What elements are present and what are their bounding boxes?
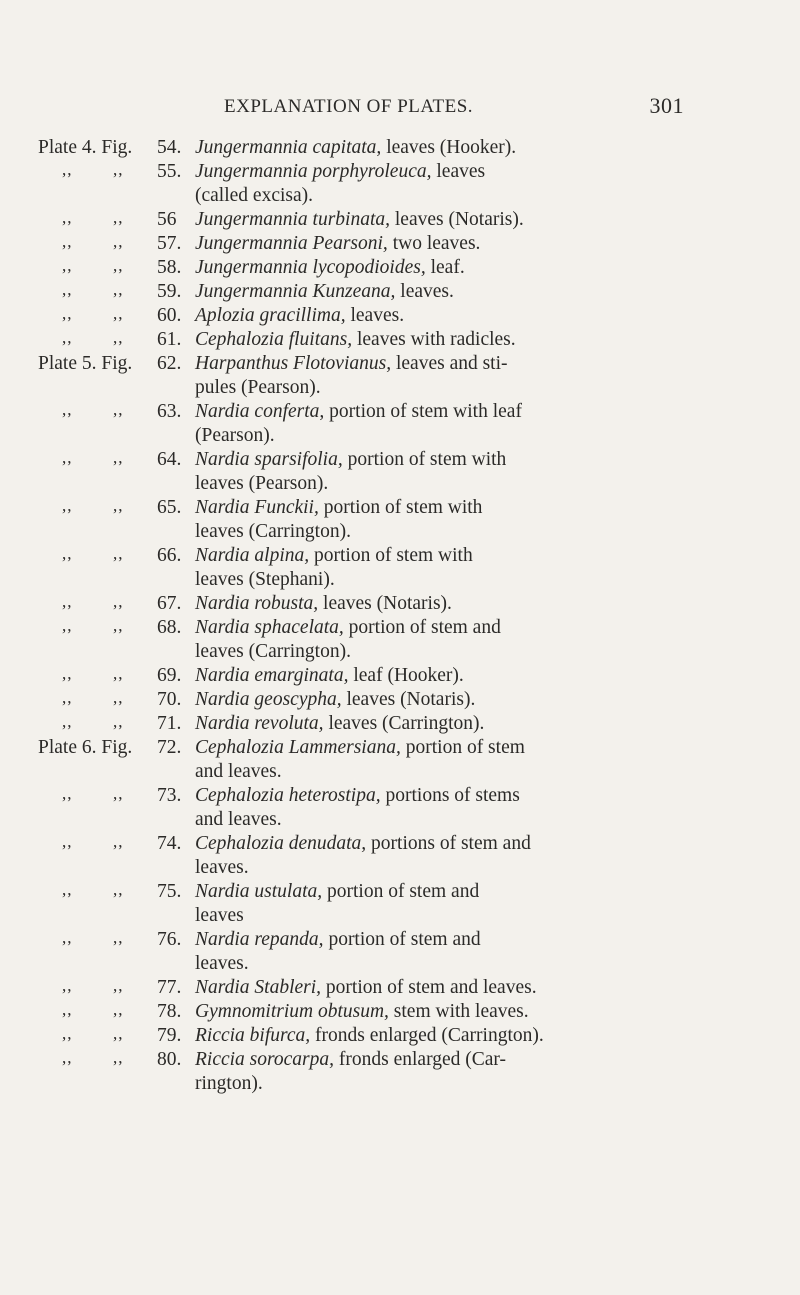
description-continuation: leaves. xyxy=(195,953,249,974)
figure-number: 56 xyxy=(157,209,177,230)
figure-entry xyxy=(0,1048,800,1096)
figure-description: leaves. xyxy=(395,281,454,302)
ditto-mark: ,, xyxy=(62,448,73,467)
description-continuation: (Pearson). xyxy=(195,425,275,446)
species-name: Jungermannia turbinata, xyxy=(195,209,390,230)
entry-text xyxy=(157,352,763,400)
figure-description: portion of stem with leaf xyxy=(324,401,522,422)
entry-text xyxy=(157,256,763,280)
ditto-mark: ,, xyxy=(113,328,124,347)
figure-number: 60. xyxy=(157,305,182,326)
species-name: Nardia ustulata, xyxy=(195,881,323,902)
ditto-mark: ,, xyxy=(113,976,124,995)
entry-text xyxy=(157,136,763,160)
species-name: Nardia repanda, xyxy=(195,929,324,950)
figure-entry xyxy=(0,1000,800,1024)
figure-entry xyxy=(0,280,800,304)
species-name: Riccia sorocarpa, xyxy=(195,1049,335,1070)
entry-text xyxy=(157,880,763,928)
figure-description: leaves with radicles. xyxy=(352,329,516,350)
figure-entry xyxy=(0,328,800,352)
figure-number: 68. xyxy=(157,617,182,638)
figure-number: 69. xyxy=(157,665,182,686)
figure-description: two leaves. xyxy=(387,233,481,254)
species-name: Jungermannia Pearsoni, xyxy=(195,233,388,254)
species-name: Nardia alpina, xyxy=(195,545,310,566)
entry-text xyxy=(157,232,763,256)
figure-number: 55. xyxy=(157,161,182,182)
species-name: Jungermannia porphyroleuca, xyxy=(195,161,432,182)
species-name: Cephalozia denudata, xyxy=(195,833,367,854)
figure-entry xyxy=(0,160,800,208)
species-name: Jungermannia Kunzeana, xyxy=(195,281,396,302)
figure-number: 73. xyxy=(157,785,182,806)
ditto-mark: ,, xyxy=(113,256,124,275)
figure-description: fronds enlarged (Carrington). xyxy=(310,1025,544,1046)
description-continuation: pules (Pearson). xyxy=(195,377,321,398)
entry-text xyxy=(157,496,763,544)
entry-text xyxy=(157,784,763,832)
figure-number: 66. xyxy=(157,545,182,566)
figure-number: 58. xyxy=(157,257,182,278)
ditto-mark: ,, xyxy=(62,544,73,563)
running-title: EXPLANATION OF PLATES. xyxy=(224,96,474,117)
entry-text xyxy=(157,928,763,976)
figure-entry xyxy=(0,208,800,232)
figure-entry xyxy=(0,712,800,736)
figure-number: 76. xyxy=(157,929,182,950)
figure-entry xyxy=(0,400,800,448)
description-continuation: leaves (Pearson). xyxy=(195,473,329,494)
figure-description: leaves. xyxy=(345,305,405,326)
figure-number: 72. xyxy=(157,737,182,758)
ditto-mark: ,, xyxy=(62,160,73,179)
figure-description: portion of stem and xyxy=(322,881,480,902)
figure-entry xyxy=(0,928,800,976)
ditto-mark: ,, xyxy=(62,496,73,515)
ditto-mark: ,, xyxy=(113,544,124,563)
ditto-mark: ,, xyxy=(113,400,124,419)
plate-explanations-list xyxy=(0,136,800,1096)
figure-number: 62. xyxy=(157,353,182,374)
description-continuation: and leaves. xyxy=(195,809,282,830)
species-name: Nardia Funckii, xyxy=(195,497,319,518)
figure-description: portion of stem with xyxy=(318,497,483,518)
figure-entry xyxy=(0,304,800,328)
ditto-mark: ,, xyxy=(113,1048,124,1067)
page-number: 301 xyxy=(649,93,684,118)
figure-description: portions of stems xyxy=(380,785,520,806)
figure-description: leaves (Hooker). xyxy=(381,137,517,158)
ditto-mark: ,, xyxy=(113,832,124,851)
ditto-mark: ,, xyxy=(62,280,73,299)
species-name: Nardia conferta, xyxy=(195,401,325,422)
figure-number: 67. xyxy=(157,593,182,614)
species-name: Cephalozia fluitans, xyxy=(195,329,353,350)
ditto-mark: ,, xyxy=(62,328,73,347)
species-name: Gymnomitrium obtusum, xyxy=(195,1001,389,1022)
entry-text xyxy=(157,664,763,688)
species-name: Cephalozia Lammersiana, xyxy=(195,737,401,758)
figure-entry xyxy=(0,688,800,712)
figure-number: 63. xyxy=(157,401,182,422)
description-continuation: leaves (Carrington). xyxy=(195,641,351,662)
ditto-mark: ,, xyxy=(62,688,73,707)
species-name: Aplozia gracillima, xyxy=(195,305,346,326)
entry-text xyxy=(157,1024,763,1048)
description-continuation: leaves (Carrington). xyxy=(195,521,351,542)
ditto-mark: ,, xyxy=(62,256,73,275)
figure-entry xyxy=(0,976,800,1000)
ditto-mark: ,, xyxy=(113,496,124,515)
figure-number: 77. xyxy=(157,977,182,998)
figure-number: 59. xyxy=(157,281,182,302)
figure-entry xyxy=(0,592,800,616)
species-name: Nardia emarginata, xyxy=(195,665,349,686)
page-header xyxy=(224,93,684,122)
figure-entry xyxy=(0,496,800,544)
figure-description: portion of stem and xyxy=(323,929,481,950)
ditto-mark: ,, xyxy=(62,1048,73,1067)
figure-number: 65. xyxy=(157,497,182,518)
figure-description: leaves (Carrington). xyxy=(323,713,485,734)
figure-description: leaves (Notaris). xyxy=(390,209,524,230)
figure-entry xyxy=(0,232,800,256)
figure-entry xyxy=(0,352,800,400)
ditto-mark: ,, xyxy=(113,448,124,467)
figure-entry xyxy=(0,664,800,688)
figure-description: leaves and sti- xyxy=(391,353,508,374)
ditto-mark: ,, xyxy=(113,280,124,299)
figure-entry xyxy=(0,544,800,592)
figure-number: 74. xyxy=(157,833,182,854)
figure-description: stem with leaves. xyxy=(388,1001,529,1022)
species-name: Harpanthus Flotovianus, xyxy=(195,353,392,374)
figure-number: 75. xyxy=(157,881,182,902)
entry-text xyxy=(157,736,763,784)
figure-entry xyxy=(0,784,800,832)
figure-description: leaves (Notaris). xyxy=(318,593,452,614)
figure-number: 80. xyxy=(157,1049,182,1070)
ditto-mark: ,, xyxy=(62,232,73,251)
entry-text xyxy=(157,976,763,1000)
ditto-mark: ,, xyxy=(62,616,73,635)
figure-number: 70. xyxy=(157,689,182,710)
figure-description: portion of stem and leaves. xyxy=(321,977,537,998)
ditto-mark: ,, xyxy=(113,880,124,899)
ditto-mark: ,, xyxy=(113,1000,124,1019)
figure-description: portion of stem with xyxy=(309,545,473,566)
species-name: Jungermannia lycopodioides, xyxy=(195,257,426,278)
ditto-mark: ,, xyxy=(62,592,73,611)
ditto-mark: ,, xyxy=(113,688,124,707)
species-name: Nardia robusta, xyxy=(195,593,319,614)
figure-description: portion of stem and xyxy=(343,617,501,638)
species-name: Cephalozia heterostipa, xyxy=(195,785,381,806)
figure-description: portion of stem xyxy=(400,737,525,758)
entry-text xyxy=(157,208,763,232)
figure-description: fronds enlarged (Car- xyxy=(334,1049,506,1070)
ditto-mark: ,, xyxy=(113,592,124,611)
entry-text xyxy=(157,616,763,664)
ditto-mark: ,, xyxy=(113,208,124,227)
description-continuation: rington). xyxy=(195,1073,263,1094)
figure-number: 61. xyxy=(157,329,182,350)
figure-description: leaf. xyxy=(425,257,465,278)
ditto-mark: ,, xyxy=(113,304,124,323)
description-continuation: and leaves. xyxy=(195,761,282,782)
ditto-mark: ,, xyxy=(62,1024,73,1043)
entry-text xyxy=(157,688,763,712)
entry-text xyxy=(157,712,763,736)
species-name: Riccia bifurca, xyxy=(195,1025,311,1046)
figure-description: leaf (Hooker). xyxy=(348,665,464,686)
figure-description: leaves (Notaris). xyxy=(341,689,476,710)
plate-label: Plate 5. Fig. xyxy=(38,353,133,374)
species-name: Nardia sparsifolia, xyxy=(195,449,343,470)
ditto-mark: ,, xyxy=(62,832,73,851)
figure-number: 57. xyxy=(157,233,182,254)
ditto-mark: ,, xyxy=(113,232,124,251)
species-name: Nardia sphacelata, xyxy=(195,617,344,638)
entry-text xyxy=(157,328,763,352)
figure-number: 79. xyxy=(157,1025,182,1046)
entry-text xyxy=(157,592,763,616)
ditto-mark: ,, xyxy=(113,712,124,731)
entry-text xyxy=(157,832,763,880)
entry-text xyxy=(157,1000,763,1024)
entry-text xyxy=(157,280,763,304)
entry-text xyxy=(157,1048,763,1096)
species-name: Nardia revoluta, xyxy=(195,713,324,734)
ditto-mark: ,, xyxy=(62,304,73,323)
description-continuation: (called excisa). xyxy=(195,185,314,206)
description-continuation: leaves (Stephani). xyxy=(195,569,335,590)
description-continuation: leaves. xyxy=(195,857,249,878)
ditto-mark: ,, xyxy=(62,712,73,731)
figure-entry xyxy=(0,136,800,160)
figure-number: 54. xyxy=(157,137,182,158)
figure-entry xyxy=(0,832,800,880)
ditto-mark: ,, xyxy=(113,784,124,803)
figure-entry xyxy=(0,448,800,496)
entry-text xyxy=(157,304,763,328)
ditto-mark: ,, xyxy=(113,928,124,947)
plate-label: Plate 6. Fig. xyxy=(38,737,133,758)
ditto-mark: ,, xyxy=(62,928,73,947)
ditto-mark: ,, xyxy=(113,616,124,635)
ditto-mark: ,, xyxy=(113,1024,124,1043)
figure-description: leaves xyxy=(431,161,486,182)
ditto-mark: ,, xyxy=(62,1000,73,1019)
species-name: Nardia Stableri, xyxy=(195,977,322,998)
plate-label: Plate 4. Fig. xyxy=(38,137,133,158)
ditto-mark: ,, xyxy=(62,664,73,683)
species-name: Jungermannia capitata, xyxy=(195,137,382,158)
ditto-mark: ,, xyxy=(62,880,73,899)
entry-text xyxy=(157,544,763,592)
figure-entry xyxy=(0,256,800,280)
species-name: Nardia geoscypha, xyxy=(195,689,342,710)
figure-number: 71. xyxy=(157,713,182,734)
figure-entry xyxy=(0,880,800,928)
figure-description: portions of stem and xyxy=(366,833,531,854)
ditto-mark: ,, xyxy=(62,784,73,803)
figure-description: portion of stem with xyxy=(342,449,507,470)
entry-text xyxy=(157,400,763,448)
entry-text xyxy=(157,448,763,496)
figure-entry xyxy=(0,1024,800,1048)
ditto-mark: ,, xyxy=(113,664,124,683)
ditto-mark: ,, xyxy=(62,976,73,995)
figure-number: 64. xyxy=(157,449,182,470)
ditto-mark: ,, xyxy=(62,208,73,227)
figure-entry xyxy=(0,736,800,784)
ditto-mark: ,, xyxy=(113,160,124,179)
figure-number: 78. xyxy=(157,1001,182,1022)
ditto-mark: ,, xyxy=(62,400,73,419)
entry-text xyxy=(157,160,763,208)
figure-entry xyxy=(0,616,800,664)
description-continuation: leaves xyxy=(195,905,244,926)
